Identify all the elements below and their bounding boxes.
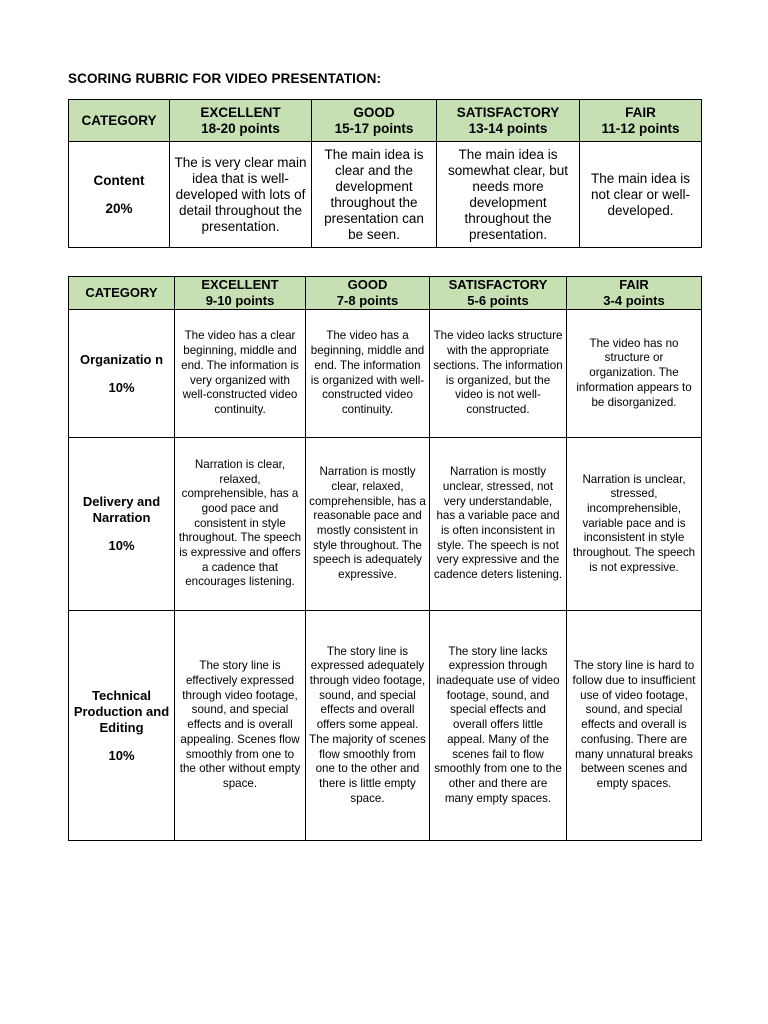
category-weight: 10% — [108, 379, 135, 395]
level-points: 13-14 points — [468, 120, 548, 136]
table-row — [69, 611, 702, 841]
table-row — [69, 310, 702, 438]
level-header-good — [312, 100, 437, 142]
table-header-row — [69, 277, 702, 310]
category-weight: 10% — [108, 538, 135, 553]
level-name: GOOD — [353, 104, 395, 120]
category-name: Technical Production and Editing — [73, 687, 170, 735]
category-weight: 20% — [105, 200, 133, 216]
rubric-cell-good: Narration is mostly clear, relaxed, comprehensible, has a reasonable pace and mostly consistent in style throughout. The speech is adequately expressive. — [306, 438, 430, 611]
level-points: 11-12 points — [601, 120, 680, 136]
category-cell — [69, 142, 170, 248]
level-header-satisfactory — [437, 100, 580, 142]
category-cell — [69, 611, 175, 841]
category-header: CATEGORY — [69, 100, 170, 142]
level-points: 3-4 points — [603, 293, 665, 308]
category-weight: 10% — [108, 747, 135, 763]
table-row — [69, 142, 702, 248]
rubric-cell-fair: The video has no structure or organization. The information appears to be disorganized. — [567, 310, 702, 438]
level-name: EXCELLENT — [200, 104, 281, 120]
category-header: CATEGORY — [69, 277, 175, 310]
rubric-table-criteria — [68, 276, 702, 841]
level-name: GOOD — [347, 277, 388, 292]
level-points: 7-8 points — [336, 293, 399, 308]
rubric-cell-fair: Narration is unclear, stressed, incomprehensible, variable pace and is inconsistent in style throughout. The speech is not expressive. — [567, 438, 702, 611]
level-header-fair — [567, 277, 702, 310]
level-header-good — [306, 277, 430, 310]
rubric-cell-good: The video has a beginning, middle and end. The information is organized with well-constructed video continuity. — [306, 310, 430, 438]
rubric-cell-excellent: Narration is clear, relaxed, comprehensible, has a good pace and consistent in style throughout. The speech is expressive and offers a cadence that encourages listening. — [175, 438, 306, 611]
category-name: Delivery and Narration — [82, 494, 161, 525]
rubric-cell-fair: The main idea is not clear or well-developed. — [580, 142, 702, 248]
level-name: SATISFACTORY — [448, 277, 548, 292]
category-cell — [69, 310, 175, 438]
table-header-row — [69, 100, 702, 142]
rubric-cell-good: The main idea is clear and the development throughout the presentation can be seen. — [312, 142, 437, 248]
level-points: 9-10 points — [205, 293, 275, 308]
level-header-fair — [580, 100, 702, 142]
level-points: 18-20 points — [201, 120, 280, 136]
rubric-table-content — [68, 99, 702, 248]
page-title: SCORING RUBRIC FOR VIDEO PRESENTATION: — [68, 71, 382, 86]
level-name: FAIR — [625, 104, 656, 120]
category-name: Organizatio n — [79, 351, 164, 367]
rubric-cell-good: The story line is expressed adequately through video footage, sound, and special effects and overall offers some appeal. The majority of scenes flow smoothly from one to the other and there is little empty space. — [306, 611, 430, 841]
rubric-cell-satisfactory: Narration is mostly unclear, stressed, not very understandable, has a variable pace and is often inconsistent in style. The speech is not very expressive and the cadence deters listening. — [430, 438, 567, 611]
level-header-excellent — [170, 100, 312, 142]
level-header-satisfactory — [430, 277, 567, 310]
level-points: 15-17 points — [334, 120, 414, 136]
category-name: Content — [93, 172, 145, 188]
level-points: 5-6 points — [467, 293, 529, 308]
level-name: SATISFACTORY — [456, 104, 560, 120]
rubric-cell-satisfactory: The story line lacks expression through inadequate use of video footage, sound, and special effects and overall offers little appeal. Many of the scenes fail to flow smoothly from one to the other and there are many empty spaces. — [430, 611, 567, 841]
rubric-cell-excellent: The video has a clear beginning, middle and end. The information is very organized with well-constructed video continuity. — [175, 310, 306, 438]
table-row — [69, 438, 702, 611]
rubric-cell-satisfactory: The video lacks structure with the appropriate sections. The information is organized, but the video is not well-constructed. — [430, 310, 567, 438]
rubric-cell-fair: The story line is hard to follow due to insufficient use of video footage, sound, and special effects and overall is confusing. There are many unnatural breaks between scenes and empty spaces. — [567, 611, 702, 841]
level-name: EXCELLENT — [201, 277, 279, 292]
rubric-cell-excellent: The is very clear main idea that is well-developed with lots of detail throughout the presentation. — [170, 142, 312, 248]
rubric-cell-satisfactory: The main idea is somewhat clear, but needs more development throughout the presentation. — [437, 142, 580, 248]
level-name: FAIR — [619, 277, 649, 292]
rubric-cell-excellent: The story line is effectively expressed through video footage, sound, and special effects and is overall appealing. Scenes flow smoothly from one to the other without empty space. — [175, 611, 306, 841]
level-header-excellent — [175, 277, 306, 310]
category-cell — [69, 438, 175, 611]
